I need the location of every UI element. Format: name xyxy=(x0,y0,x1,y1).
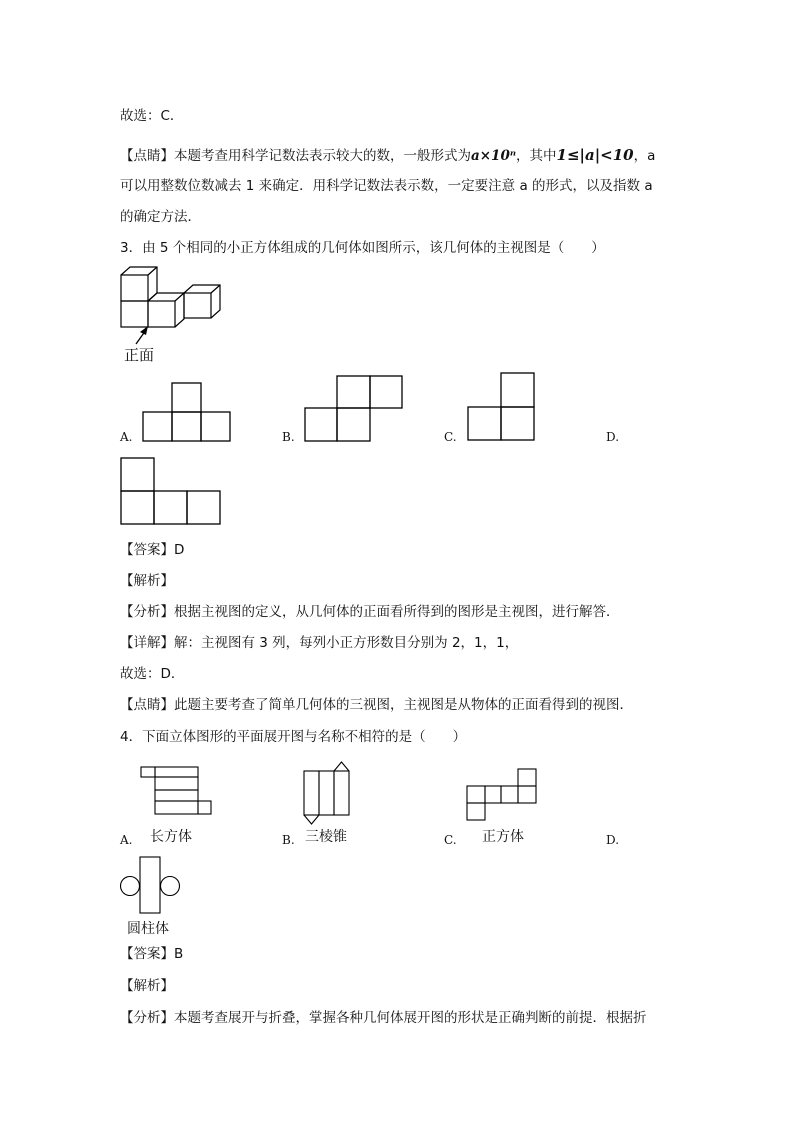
arrow-icon xyxy=(136,326,148,344)
front-label: 正面 xyxy=(124,346,155,364)
q4-option-a-label: A. xyxy=(120,833,133,847)
sci-notation-formula: a×10ⁿ xyxy=(471,148,517,164)
line-note-cont: 可以用整数位数减去 1 来确定．用科学记数法表示数，一定要注意 a 的形式，以及指数 a xyxy=(120,178,653,194)
q3-option-c-figure xyxy=(467,372,537,444)
q4-option-d-net xyxy=(120,855,184,917)
q4-option-c-net xyxy=(466,768,540,822)
q3-option-d-label: D. xyxy=(606,430,620,444)
detail-3: 【详解】解：主视图有 3 列，每列小正方形数目分别为 2，1，1， xyxy=(120,635,519,651)
q3-option-a-figure xyxy=(142,382,232,442)
question-3: 3．由 5 个相同的小正方体组成的几何体如图所示，该几何体的主视图是（ ） xyxy=(120,240,605,256)
conclusion-3: 故选：D． xyxy=(120,666,185,682)
q3-option-b-figure xyxy=(304,375,404,443)
q3-option-a-label: A. xyxy=(120,430,133,444)
q3-option-d-figure xyxy=(120,457,224,527)
answer-3: 【答案】D xyxy=(120,542,185,558)
range-formula: 1≤|a|<10 xyxy=(556,146,634,164)
q3-solid-figure xyxy=(118,262,228,352)
question-4: 4．下面立体图形的平面展开图与名称不相符的是（ ） xyxy=(120,729,467,745)
q3-option-c-label: C. xyxy=(444,430,457,444)
q4-caption-a: 长方体 xyxy=(150,829,192,845)
line-conclusion-c: 故选：C． xyxy=(120,108,184,124)
note-text-3: ，a xyxy=(633,148,656,164)
line-note-end: 的确定方法． xyxy=(120,209,201,225)
q4-caption-c: 正方体 xyxy=(482,829,524,845)
line-note-sci xyxy=(120,145,655,166)
q4-caption-d: 圆柱体 xyxy=(127,921,169,937)
note-text-2: ，其中 xyxy=(516,148,557,164)
note-3: 【点睛】此题主要考查了简单几何体的三视图，主视图是从物体的正面看得到的视图． xyxy=(120,697,633,713)
q4-option-c-label: C. xyxy=(444,833,457,847)
jiexi-3: 【解析】 xyxy=(120,573,174,589)
q4-option-a-net xyxy=(140,765,214,817)
analysis-3: 【分析】根据主视图的定义，从几何体的正面看所得到的图形是主视图，进行解答． xyxy=(120,604,620,620)
q4-option-b-label: B. xyxy=(282,833,295,847)
answer-4: 【答案】B xyxy=(120,946,184,962)
jiexi-4: 【解析】 xyxy=(120,978,174,994)
analysis-4: 【分析】本题考查展开与折叠，掌握各种几何体展开图的形状是正确判断的前提．根据折 xyxy=(120,1010,647,1026)
q4-option-d-label: D. xyxy=(606,833,620,847)
note-text-1: 【点睛】本题考查用科学记数法表示较大的数，一般形式为 xyxy=(120,148,471,164)
q4-caption-b: 三棱锥 xyxy=(305,829,347,845)
q3-option-b-label: B. xyxy=(282,430,295,444)
q4-option-b-net xyxy=(302,760,354,828)
